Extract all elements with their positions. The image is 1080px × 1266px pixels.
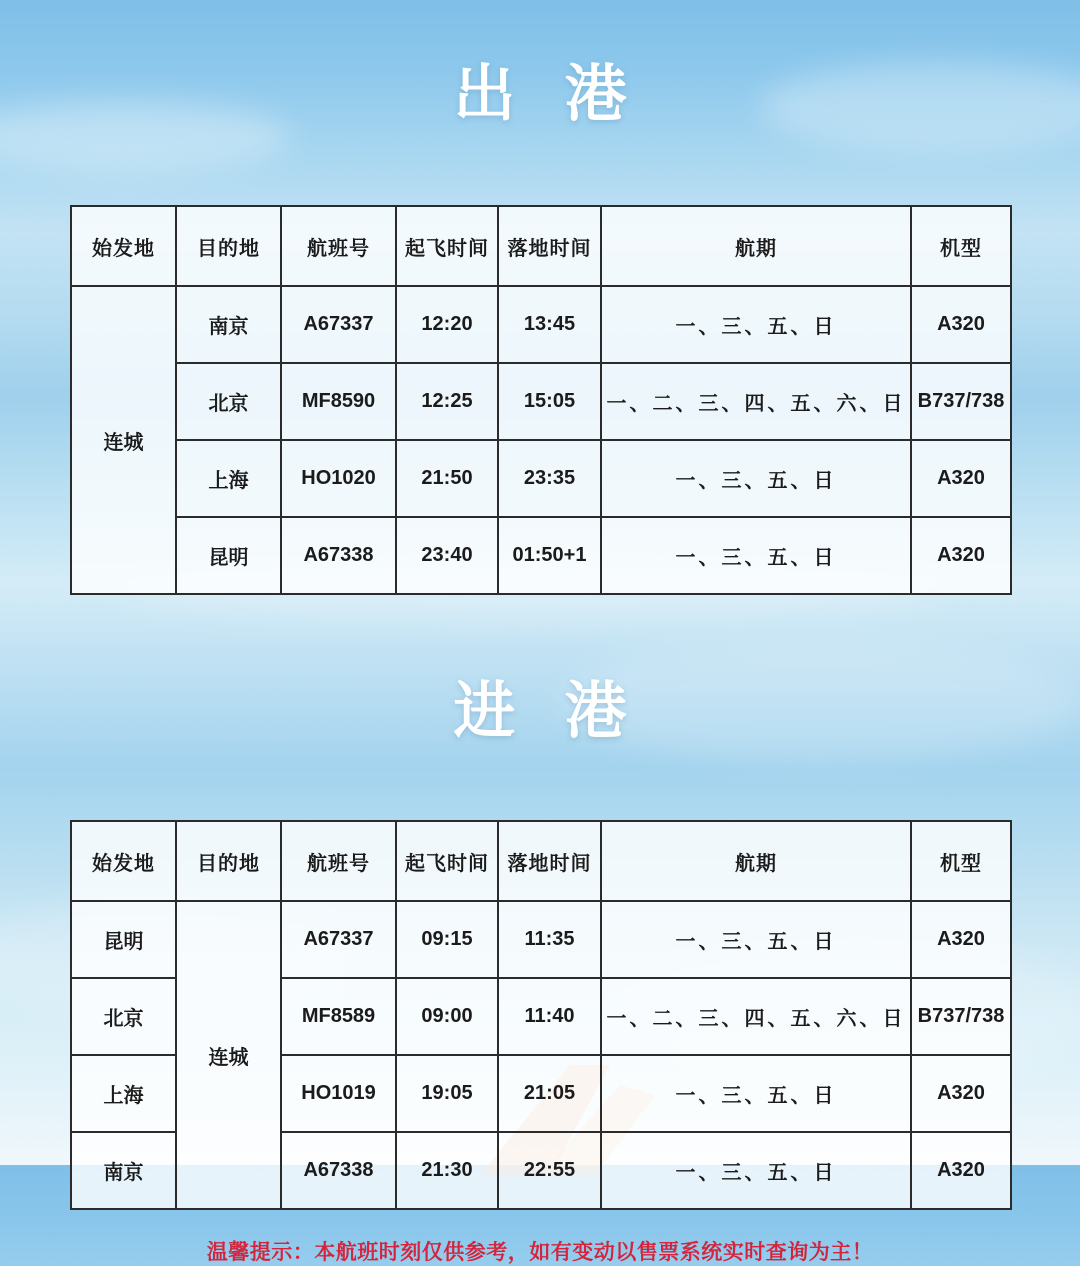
column-header-aircraft: 机型 <box>911 206 1011 286</box>
table-row <box>71 440 1011 517</box>
cell-departure-time: 12:25 <box>396 363 498 440</box>
cell-departure-time: 23:40 <box>396 517 498 594</box>
column-header-origin: 始发地 <box>71 821 176 901</box>
departure-table <box>70 205 1012 595</box>
cell-aircraft: A320 <box>911 1132 1011 1209</box>
table-header-row <box>71 206 1011 286</box>
cell-flight-no: HO1020 <box>281 440 396 517</box>
column-header-flight-no: 航班号 <box>281 206 396 286</box>
cell-arrival-time: 11:40 <box>498 978 601 1055</box>
cell-arrival-time: 11:35 <box>498 901 601 978</box>
cell-departure-time: 12:20 <box>396 286 498 363</box>
cell-origin: 南京 <box>71 1132 176 1209</box>
cell-destination: 昆明 <box>176 517 281 594</box>
column-header-destination: 目的地 <box>176 206 281 286</box>
cell-schedule: 一、三、五、日 <box>601 1055 911 1132</box>
cell-origin: 昆明 <box>71 901 176 978</box>
cell-departure-time: 21:50 <box>396 440 498 517</box>
column-header-aircraft: 机型 <box>911 821 1011 901</box>
departure-table-body <box>71 286 1011 594</box>
cell-destination: 北京 <box>176 363 281 440</box>
arrival-table-body <box>71 901 1011 1209</box>
arrival-destination-cell: 连城 <box>176 901 281 1209</box>
arrival-table <box>70 820 1012 1210</box>
cell-schedule: 一、二、三、四、五、六、日 <box>601 363 911 440</box>
cell-arrival-time: 22:55 <box>498 1132 601 1209</box>
cell-aircraft: A320 <box>911 517 1011 594</box>
cell-destination: 上海 <box>176 440 281 517</box>
departure-table-header <box>71 206 1011 286</box>
arrival-table-wrapper <box>70 784 1010 1210</box>
cell-aircraft: A320 <box>911 901 1011 978</box>
cell-aircraft: A320 <box>911 1055 1011 1132</box>
table-header-row <box>71 821 1011 901</box>
column-header-departure-time: 起飞时间 <box>396 206 498 286</box>
cell-schedule: 一、三、五、日 <box>601 901 911 978</box>
cell-flight-no: A67337 <box>281 286 396 363</box>
table-row <box>71 901 1011 978</box>
arrival-table-header <box>71 821 1011 901</box>
cell-flight-no: MF8590 <box>281 363 396 440</box>
cell-flight-no: MF8589 <box>281 978 396 1055</box>
cell-departure-time: 09:00 <box>396 978 498 1055</box>
cell-flight-no: A67338 <box>281 1132 396 1209</box>
flight-schedule-page <box>0 42 1080 1265</box>
cell-schedule: 一、二、三、四、五、六、日 <box>601 978 911 1055</box>
cell-schedule: 一、三、五、日 <box>601 517 911 594</box>
cell-departure-time: 19:05 <box>396 1055 498 1132</box>
table-row <box>71 363 1011 440</box>
cell-flight-no: HO1019 <box>281 1055 396 1132</box>
column-header-origin: 始发地 <box>71 206 176 286</box>
cell-arrival-time: 23:35 <box>498 440 601 517</box>
column-header-destination: 目的地 <box>176 821 281 901</box>
footer-note: 温馨提示：本航班时刻仅供参考，如有变动以售票系统实时查询为主！ <box>206 1241 874 1265</box>
cell-destination: 南京 <box>176 286 281 363</box>
cell-departure-time: 21:30 <box>396 1132 498 1209</box>
arrival-section-title: 进 港 <box>453 676 643 746</box>
cell-aircraft: A320 <box>911 286 1011 363</box>
cell-flight-no: A67337 <box>281 901 396 978</box>
cell-arrival-time: 01:50+1 <box>498 517 601 594</box>
column-header-departure-time: 起飞时间 <box>396 821 498 901</box>
cell-arrival-time: 15:05 <box>498 363 601 440</box>
column-header-flight-no: 航班号 <box>281 821 396 901</box>
column-header-arrival-time: 落地时间 <box>498 821 601 901</box>
cell-arrival-time: 21:05 <box>498 1055 601 1132</box>
departure-table-wrapper <box>70 167 1010 595</box>
cell-departure-time: 09:15 <box>396 901 498 978</box>
cell-arrival-time: 13:45 <box>498 286 601 363</box>
column-header-schedule: 航期 <box>601 821 911 901</box>
cell-aircraft: B737/738 <box>911 978 1011 1055</box>
cell-flight-no: A67338 <box>281 517 396 594</box>
departure-origin-cell: 连城 <box>71 286 176 594</box>
column-header-arrival-time: 落地时间 <box>498 206 601 286</box>
table-row <box>71 286 1011 363</box>
column-header-schedule: 航期 <box>601 206 911 286</box>
cell-schedule: 一、三、五、日 <box>601 1132 911 1209</box>
cell-origin: 北京 <box>71 978 176 1055</box>
departure-section-title: 出 港 <box>453 59 643 129</box>
cell-schedule: 一、三、五、日 <box>601 286 911 363</box>
table-row <box>71 517 1011 594</box>
cell-schedule: 一、三、五、日 <box>601 440 911 517</box>
cell-aircraft: A320 <box>911 440 1011 517</box>
cell-origin: 上海 <box>71 1055 176 1132</box>
cell-aircraft: B737/738 <box>911 363 1011 440</box>
